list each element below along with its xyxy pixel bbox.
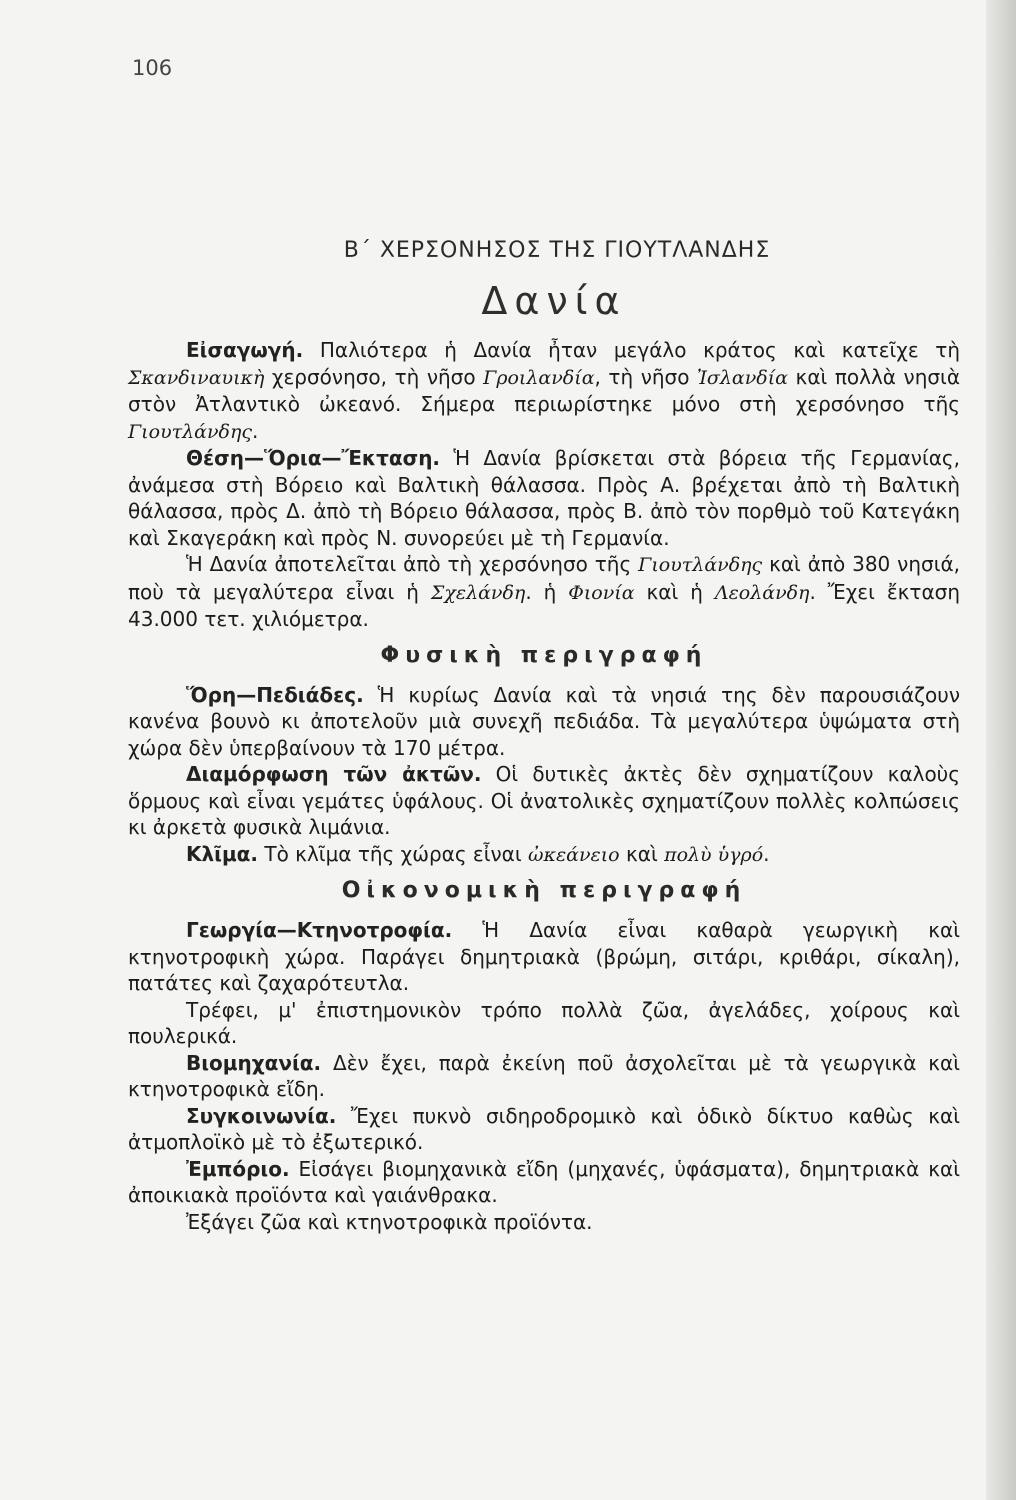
climate-text-1: Τὸ κλῖμα τῆς χώρας εἶναι — [258, 841, 528, 866]
intro-lead: Εἰσαγωγή. — [186, 338, 304, 362]
intro-text-1: Παλιότερα ἡ Δανία ἦταν μεγάλο κράτος καὶ κατεῖχε τὴ — [303, 338, 960, 362]
intro-paragraph — [128, 337, 960, 445]
livestock-paragraph: Τρέφει, μ' ἐπιστημονικὸν τρόπο πολλὰ ζῶα, ἀγελάδες, χοίρους καὶ πουλερικά. — [128, 997, 960, 1048]
composition-italic-3: Φιονία — [568, 581, 635, 604]
climate-lead: Κλῖμα. — [186, 841, 259, 866]
mountains-text: Ἡ κυρίως Δανία καὶ τὰ νησιά της δὲν παρουσιάζουν κανένα βουνὸ κι ἀποτελοῦν μιὰ συνεχῆ πεδιάδα. Τὰ μεγαλύτερα ὑψώματα στὴ χώρα δὲν ὑπερβαίνουν τὰ 170 μέτρα. — [128, 682, 960, 760]
climate-text-3: . — [763, 841, 770, 866]
intro-text-2: χερσόνησο, τὴ νῆσο — [264, 364, 484, 389]
transport-text: Ἔχει πυκνὸ σιδηροδρομικὸ καὶ ὁδικὸ δίκτυο καθὼς καὶ ἀτμοπλοϊκὸ μὲ τὸ ἐξωτερικό. — [128, 1103, 960, 1154]
agriculture-lead: Γεωργία—Κτηνοτροφία. — [186, 918, 453, 942]
climate-italic-2: πολὺ ὑγρό — [664, 843, 764, 866]
composition-text-1: Ἡ Δανία ἀποτελεῖται ἀπὸ τὴ χερσόνησο τῆς — [186, 552, 639, 576]
page-number: 106 — [132, 56, 173, 80]
mountains-lead: Ὅρη—Πεδιάδες. — [186, 682, 364, 707]
agriculture-paragraph — [128, 917, 960, 997]
climate-italic-1: ὠκεάνειο — [528, 843, 620, 866]
trade-lead: Ἐμπόριο. — [186, 1156, 290, 1181]
mountains-paragraph — [128, 682, 960, 762]
coasts-text: Οἱ δυτικὲς ἀκτὲς δὲν σχηματίζουν καλοὺς ὅρμους καὶ εἶναι γεμάτες ὑφάλους. Οἱ ἀνατολικὲς σχηματίζουν πολλὲς κολπώσεις κι ἀρκετὰ φυσικὰ λιμάνια. — [128, 762, 960, 839]
exports-paragraph: Ἐξάγει ζῶα καὶ κτηνοτροφικὰ προϊόντα. — [186, 1209, 593, 1234]
intro-text-3: , τὴ νῆσο — [594, 364, 697, 389]
intro-italic-1: Σκανδιναυικὴ — [128, 366, 265, 389]
position-paragraph — [128, 445, 960, 551]
industry-lead: Βιομηχανία. — [186, 1050, 322, 1075]
composition-text-5: . Ἔχει ἔκταση 43.000 τετ. χιλιόμετρα. — [128, 579, 960, 631]
transport-lead: Συγκοινωνία. — [186, 1103, 337, 1128]
industry-text: Δὲν ἔχει, παρὰ ἐκείνη ποῦ ἀσχολεῖται μὲ τὰ γεωργικὰ καὶ κτηνοτροφικὰ εἴδη. — [128, 1050, 960, 1101]
composition-italic-4: Λεολάνδη — [714, 581, 810, 604]
composition-italic-2: Σχελάνδη — [430, 581, 526, 604]
position-lead: Θέση—Ὅρια—Ἔκταση. — [186, 446, 441, 470]
agriculture-text: Ἡ Δανία εἶναι καθαρὰ γεωργικὴ καὶ κτηνοτροφικὴ χώρα. Παράγει δημητριακὰ (βρώμη, σιτάρι, κριθάρι, σίκαλη), πατάτες καὶ ζαχαρότευτλα. — [128, 918, 960, 995]
transport-paragraph — [128, 1103, 960, 1156]
intro-text-5: . — [252, 418, 259, 443]
composition-text-2: καὶ ἀπὸ 380 νησιά, ποὺ τὰ μεγαλύτερα εἶναι ἡ — [128, 552, 961, 604]
composition-text-4: καὶ ἡ — [634, 579, 715, 604]
trade-paragraph — [128, 1156, 960, 1209]
chapter-heading: Β΄ ΧΕΡΣΟΝΗΣΟΣ ΤΗΣ ΓΙΟΥΤΛΑΝΔΗΣ — [343, 238, 771, 263]
climate-text-2: καὶ — [619, 841, 665, 866]
economic-section-heading: Οἰκονομικὴ περιγραφή — [341, 878, 747, 903]
industry-paragraph — [128, 1050, 960, 1103]
intro-italic-2: Γροιλανδία — [483, 366, 595, 389]
climate-paragraph — [128, 841, 960, 869]
composition-italic-1: Γιουτλάνδης — [638, 554, 763, 576]
intro-italic-3: Ἰσλανδία — [697, 366, 789, 389]
text-block — [128, 238, 960, 1235]
country-title: Δανία — [481, 279, 627, 323]
page-binding-shadow — [986, 0, 1016, 1500]
coasts-lead: Διαμόρφωση τῶν ἀκτῶν. — [186, 762, 482, 786]
trade-text: Εἰσάγει βιομηχανικὰ εἴδη (μηχανές, ὑφάσματα), δημητριακὰ καὶ ἀποικιακὰ προϊόντα καὶ γαιάνθρακα. — [128, 1156, 960, 1207]
physical-section-heading: Φυσικὴ περιγραφή — [380, 642, 708, 668]
intro-italic-4: Γιουτλάνδης — [128, 420, 253, 443]
intro-text-4: καὶ πολλὰ νησιὰ στὸν Ἀτλαντικὸ ὠκεανό. Σήμερα περιωρίστηκε μόνο στὴ χερσόνησο τῆς — [128, 364, 960, 416]
coasts-paragraph — [128, 761, 960, 841]
composition-paragraph — [128, 551, 960, 633]
position-text: Ἡ Δανία βρίσκεται στὰ βόρεια τῆς Γερμανίας, ἀνάμεσα στὴ Βόρειο καὶ Βαλτικὴ θάλασσα. Πρὸς Α. βρέχεται ἀπὸ τὴ Βαλτικὴ θάλασσα, πρὸς Δ. ἀπὸ τὴ Βόρειο θάλασσα, πρὸς Β. ἀπὸ τὸν πορθμὸ τοῦ Κατεγάκη καὶ Σκαγεράκη καὶ πρὸς Ν. συνορεύει μὲ τὴ Γερμανία. — [128, 446, 960, 550]
composition-text-3: . ἡ — [525, 579, 569, 604]
